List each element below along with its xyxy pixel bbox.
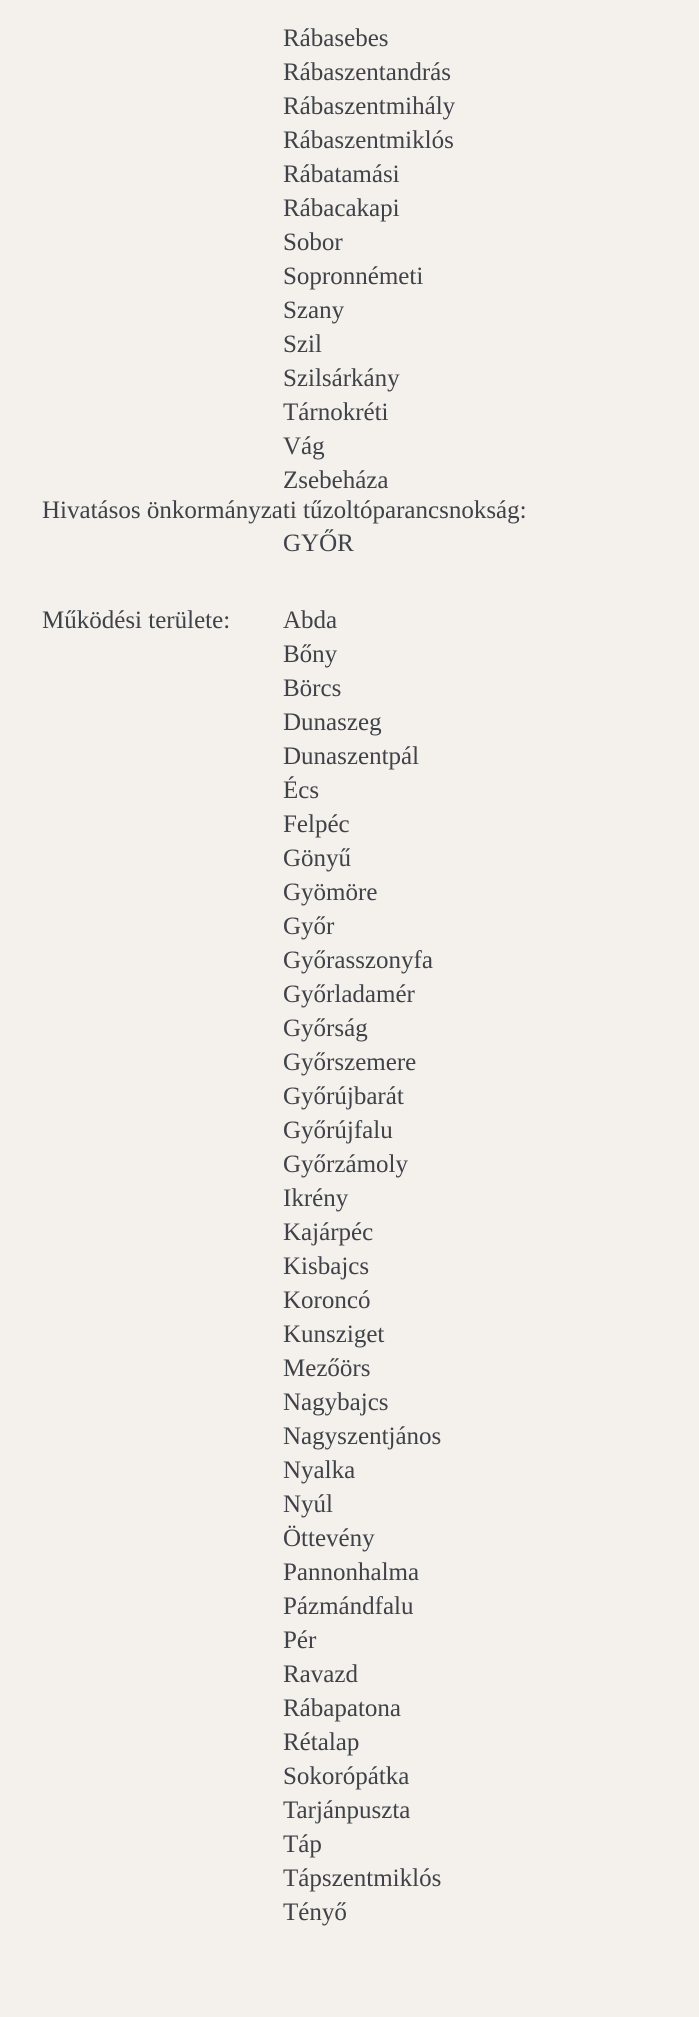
list-item: Rétalap [283, 1729, 360, 1756]
list-item: Ravazd [283, 1661, 358, 1688]
list-item: Kajárpéc [283, 1219, 374, 1246]
list-item: Vág [283, 433, 325, 460]
list-item: Felpéc [283, 811, 350, 838]
settlement-list-gyor [283, 604, 441, 1930]
list-item: Pázmándfalu [283, 1593, 414, 1620]
list-item: Sobor [283, 229, 343, 256]
list-item: Abda [283, 607, 338, 634]
list-item: Győrújfalu [283, 1117, 393, 1144]
list-item: Öttevény [283, 1525, 375, 1552]
settlement-list-previous [283, 22, 455, 498]
list-item: Győrújbarát [283, 1083, 404, 1110]
list-item: Győrság [283, 1015, 368, 1042]
section-city: GYŐR [283, 530, 354, 557]
list-item: Tápszentmiklós [283, 1865, 442, 1892]
list-item: Kunsziget [283, 1321, 385, 1348]
list-item: Pér [283, 1627, 317, 1654]
list-item: Nyúl [283, 1491, 333, 1518]
list-item: Győrzámoly [283, 1151, 408, 1178]
list-item: Sokorópátka [283, 1763, 410, 1790]
list-item: Győrladamér [283, 981, 415, 1008]
list-item: Szany [283, 297, 345, 324]
list-item: Zsebeháza [283, 467, 389, 494]
list-item: Győrszemere [283, 1049, 417, 1076]
list-item: Győr [283, 913, 335, 940]
list-item: Gönyű [283, 845, 352, 872]
list-item: Rábatamási [283, 161, 400, 188]
section-heading: Hivatásos önkormányzati tűzoltóparancsnokság: [42, 497, 527, 524]
list-item: Tényő [283, 1899, 347, 1926]
list-item: Gyömöre [283, 879, 378, 906]
list-item: Rábapatona [283, 1695, 402, 1722]
list-item: Écs [283, 777, 320, 804]
list-item: Koroncó [283, 1287, 371, 1314]
list-item: Rábasebes [283, 25, 389, 52]
list-item: Nyalka [283, 1457, 356, 1484]
list-item: Sopronnémeti [283, 263, 424, 290]
list-item: Bőny [283, 641, 338, 668]
list-item: Rábaszentmiklós [283, 127, 454, 154]
list-item: Szilsárkány [283, 365, 400, 392]
list-item: Kisbajcs [283, 1253, 370, 1280]
list-item: Mezőörs [283, 1355, 371, 1382]
list-item: Pannonhalma [283, 1559, 420, 1586]
list-item: Rábaszentandrás [283, 59, 451, 86]
area-label: Működési területe: [42, 607, 231, 634]
list-item: Rábacakapi [283, 195, 400, 222]
list-item: Táp [283, 1831, 322, 1858]
list-item: Börcs [283, 675, 342, 702]
list-item: Győrasszonyfa [283, 947, 433, 974]
list-item: Dunaszentpál [283, 743, 420, 770]
list-item: Dunaszeg [283, 709, 382, 736]
list-item: Ikrény [283, 1185, 349, 1212]
list-item: Szil [283, 331, 322, 358]
list-item: Tarjánpuszta [283, 1797, 411, 1824]
list-item: Tárnokréti [283, 399, 389, 426]
list-item: Nagybajcs [283, 1389, 389, 1416]
list-item: Nagyszentjános [283, 1423, 442, 1450]
list-item: Rábaszentmihály [283, 93, 456, 120]
